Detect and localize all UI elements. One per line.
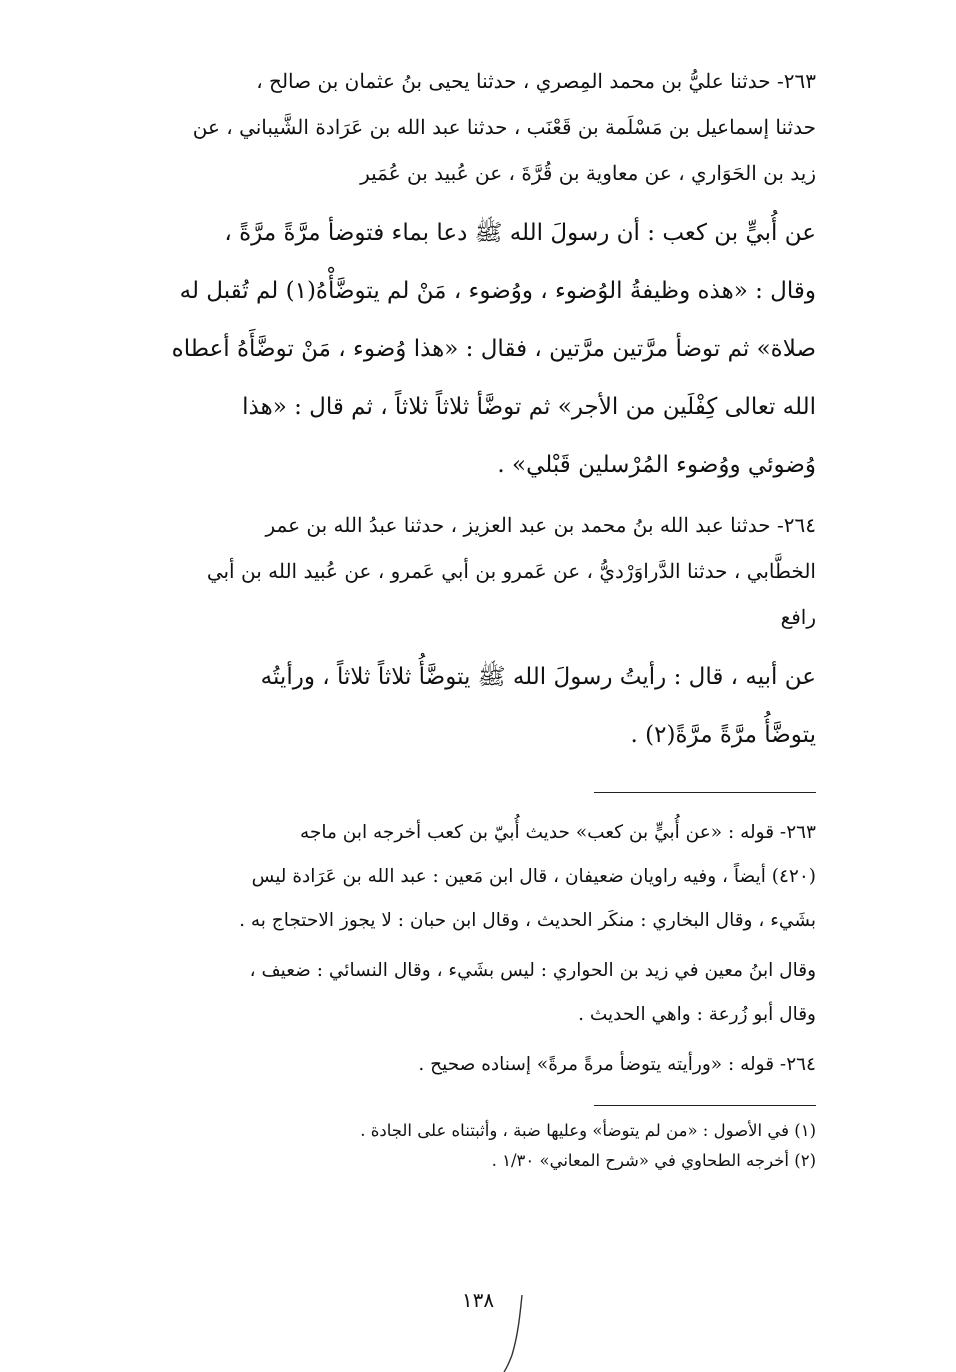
hadith-263-matn: [100, 204, 816, 494]
text-line: وقال ابنُ معين في زيد بن الحواري : ليس بشَيء ، وقال النسائي : ضعيف ،: [249, 960, 816, 981]
hadith-263-isnad: [100, 58, 816, 196]
text-line: الخطَّابي ، حدثنا الدَّراوَرْديُّ ، عن عَمرو بن أبي عَمرو ، عن عُبيد الله بن أبي: [206, 559, 816, 583]
text-line: حدثنا إسماعيل بن مَسْلَمة بن قَعْنَب ، حدثنا عبد الله بن عَرَادة الشَّيباني ، عن: [192, 115, 816, 139]
text-line: وُضوئي ووُضوء المُرْسلين قَبْلي» .: [497, 452, 816, 478]
commentary-264: [100, 1043, 816, 1087]
hadith-264-isnad: [100, 502, 816, 640]
commentary-divider: [594, 792, 816, 793]
footnote-divider: [594, 1105, 816, 1106]
text-line: وقال أبو زُرعة : واهي الحديث .: [578, 1004, 816, 1025]
main-text: [100, 58, 816, 764]
page-body: [100, 58, 816, 1176]
footnotes: [100, 1116, 816, 1176]
text-line: زيد بن الحَوَاري ، عن معاوية بن قُرَّةَ ، عن عُبيد بن عُمَير: [360, 161, 816, 185]
text-line: بشَيء ، وقال البخاري : منكَر الحديث ، وقال ابن حبان : لا يجوز الاحتجاج به .: [239, 910, 816, 931]
text-line: عن أبيه ، قال : رأيتُ رسولَ الله ﷺ يتوضَّأُ ثلاثاً ثلاثاً ، ورأيتُه: [260, 664, 816, 690]
text-line: ٢٦٣- قوله : «عن أُبيٍّ بن كعب» حديث أُبيّ بن كعب أخرجه ابن ماجه: [299, 822, 816, 843]
text-line: ٢٦٣- حدثنا عليُّ بن محمد المِصري ، حدثنا يحيى بنُ عثمان بن صالح ،: [256, 69, 816, 93]
text-line: رافع: [780, 605, 816, 629]
text-line: ٢٦٤- حدثنا عبد الله بنُ محمد بن عبد العزيز ، حدثنا عبدُ الله بن عمر: [265, 513, 816, 537]
text-line: الله تعالى كِفْلَين من الأجر» ثم توضَّأ ثلاثاً ثلاثاً ، ثم قال : «هذا: [242, 394, 816, 420]
commentary-263-cont: [100, 949, 816, 1037]
commentary-263: [100, 811, 816, 943]
footnote-1: (١) في الأصول : «من لم يتوضأ» وعليها ضبة ، وأثبتناه على الجادة .: [360, 1121, 816, 1140]
commentary-section: [100, 811, 816, 1087]
text-line: (٤٢٠) أيضاً ، وفيه راويان ضعيفان ، قال ابن مَعين : عبد الله بن عَرَادة ليس: [251, 866, 816, 887]
scan-artifact-line: [498, 1295, 528, 1372]
text-line: يتوضَّأُ مرَّةً مرَّةً(٢) .: [630, 722, 816, 748]
hadith-264-matn: [100, 648, 816, 764]
text-line: صلاة» ثم توضأ مرَّتين مرَّتين ، فقال : «هذا وُضوء ، مَنْ توضَّأَهُ أعطاه: [171, 336, 816, 362]
footnote-2: (٢) أخرجه الطحاوي في «شرح المعاني» ١/٣٠ .: [491, 1151, 816, 1170]
page-number: ١٣٨: [461, 1288, 495, 1312]
text-line: ٢٦٤- قوله : «ورأيته يتوضأ مرةً مرةً» إسناده صحيح .: [418, 1054, 816, 1075]
text-line: وقال : «هذه وظيفةُ الوُضوء ، ووُضوء ، مَنْ لم يتوضَّأْهُ(١) لم تُقبل له: [179, 278, 816, 304]
text-line: عن أُبيٍّ بن كعب : أن رسولَ الله ﷺ دعا بماء فتوضأ مرَّةً مرَّةً ،: [224, 220, 816, 246]
